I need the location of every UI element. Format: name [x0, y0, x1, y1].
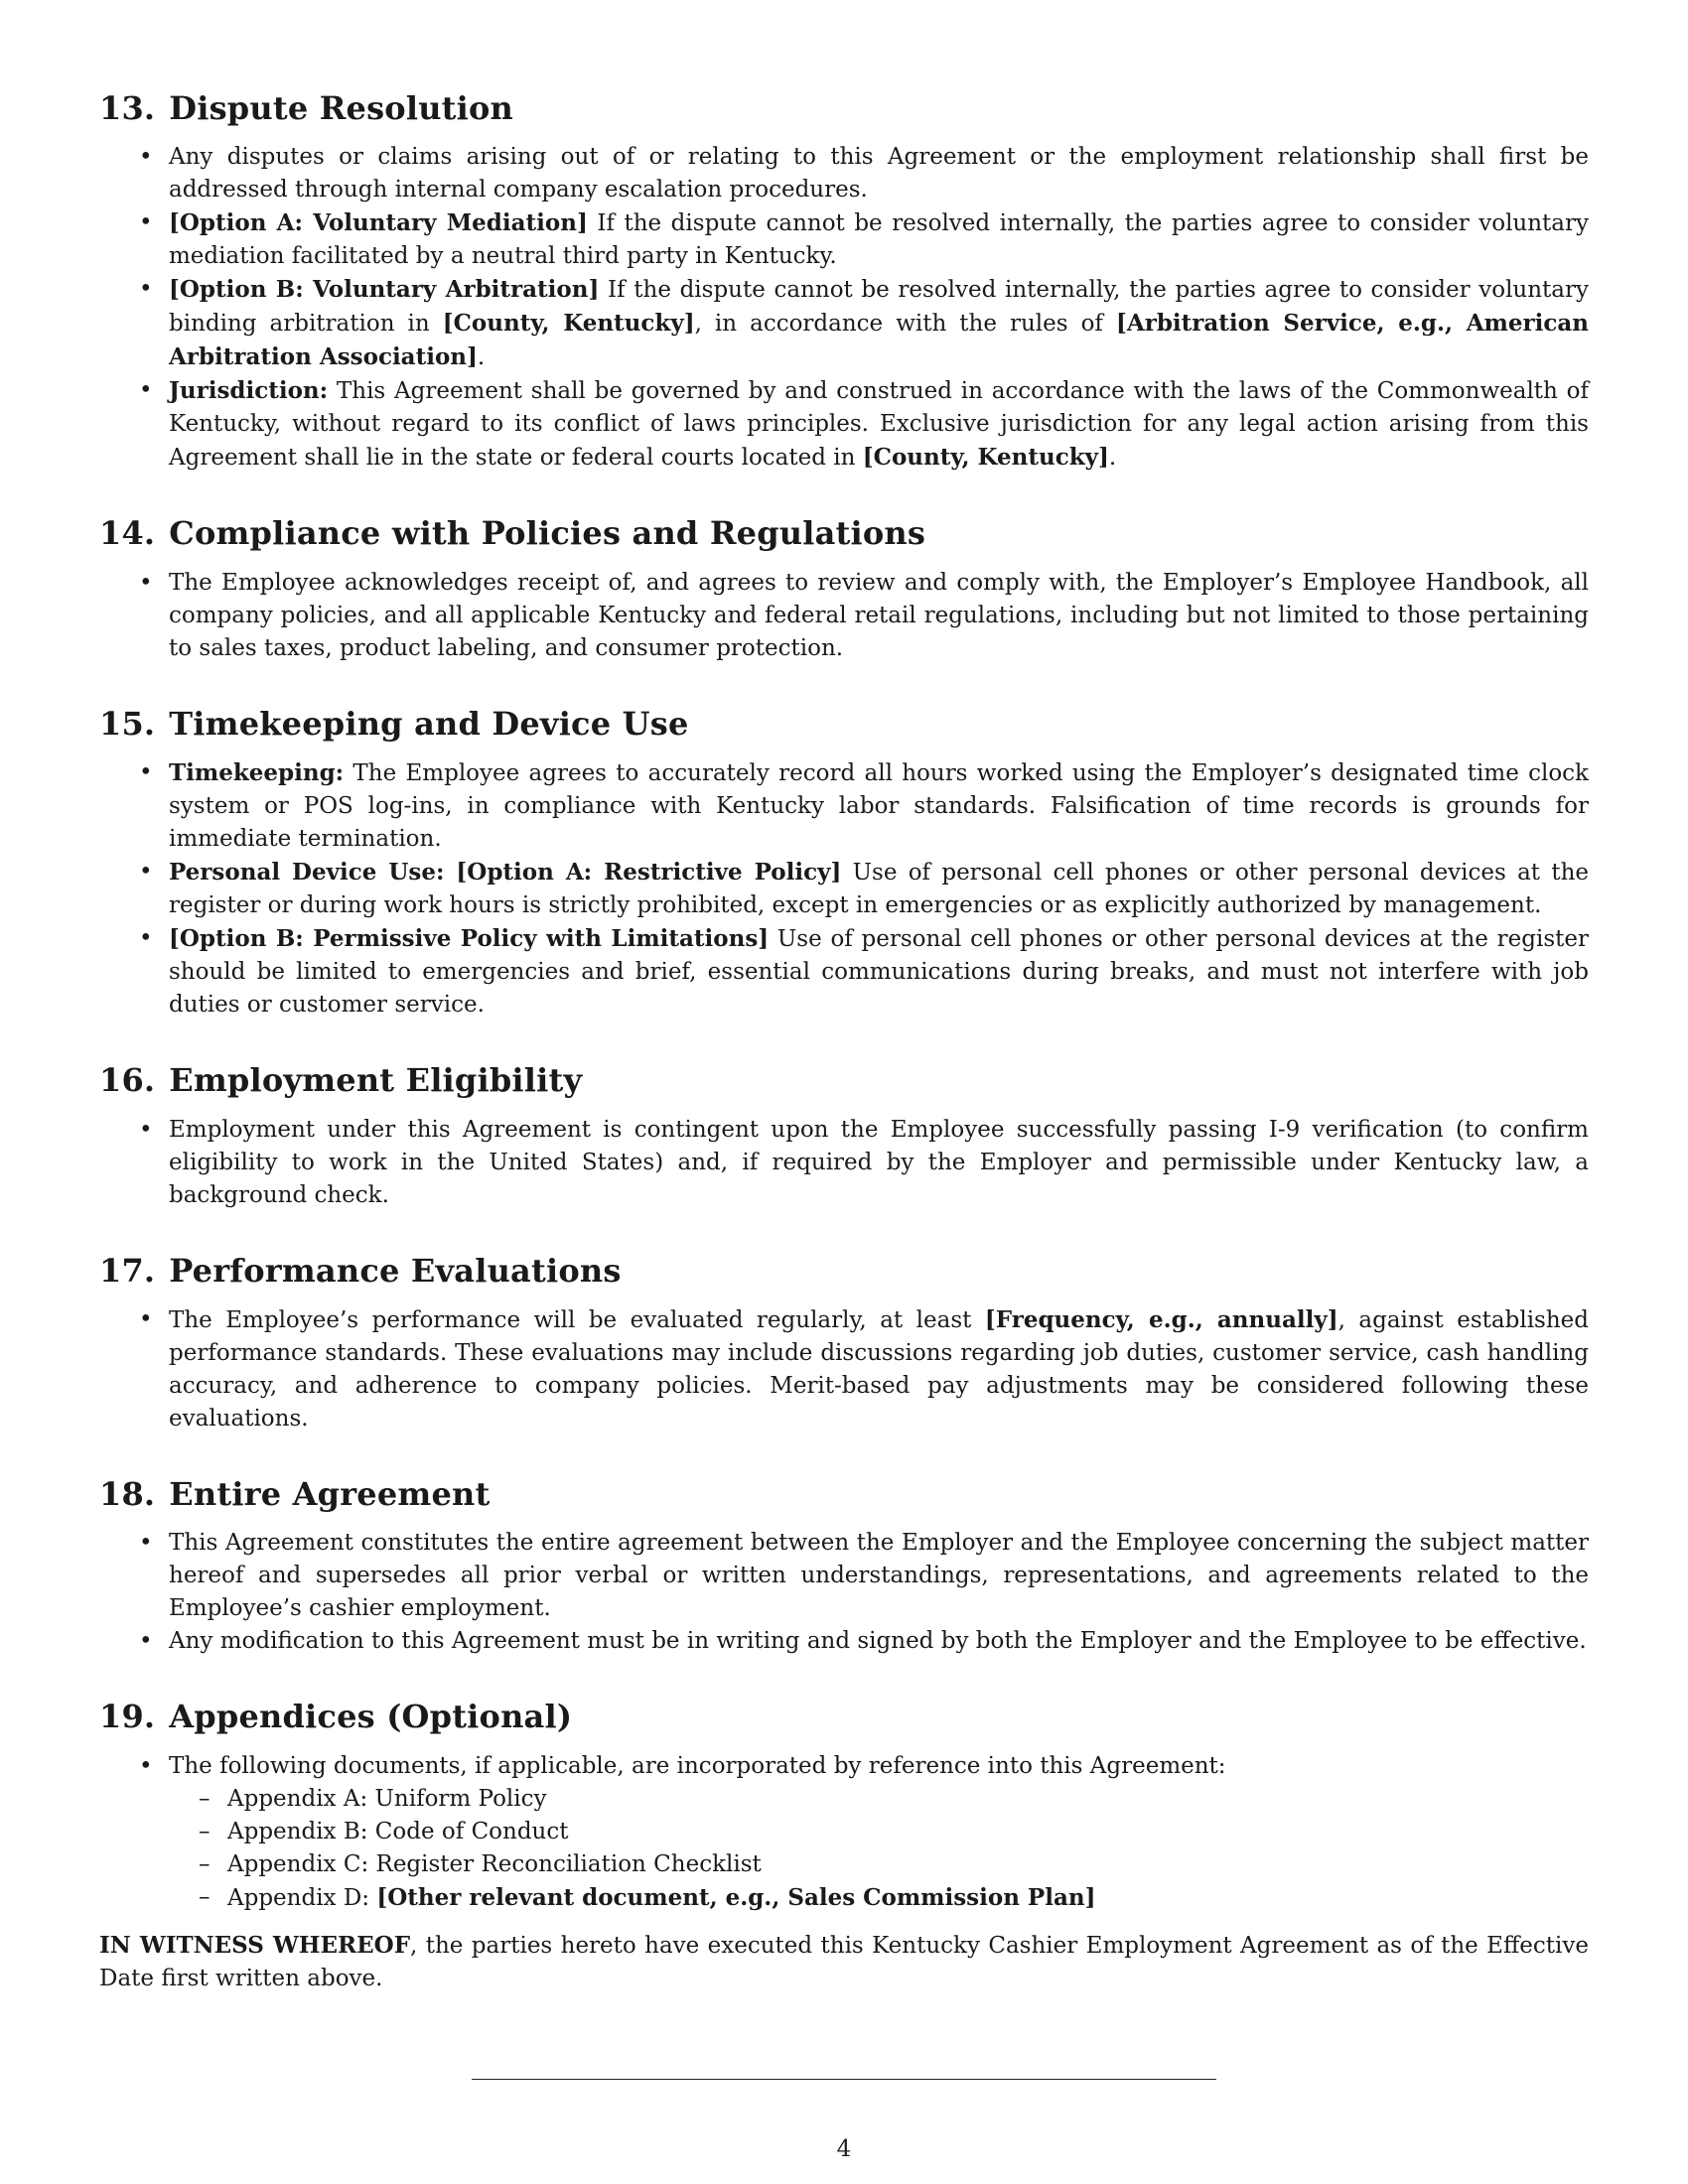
- appendix-item: – Appendix C: Register Reconciliation Checklist: [227, 1848, 1589, 1881]
- bullet-list: [99, 1527, 1589, 1658]
- section-title: Entire Agreement: [169, 1474, 491, 1513]
- list-item: • Personal Device Use: [Option A: Restrictive Policy] Use of personal cell phones or other personal devices at the register or during work hours is strictly prohibited, except in emergencies or as explicitly authorized by management.: [169, 856, 1589, 922]
- section-heading: [99, 1698, 1589, 1735]
- list-item: • Any disputes or claims arising out of or relating to this Agreement or the employment relationship shall first be addressed through internal company escalation procedures.: [169, 141, 1589, 206]
- list-item: • Timekeeping: The Employee agrees to accurately record all hours worked using the Employer’s designated time clock system or POS log-ins, in compliance with Kentucky labor standards. Falsification of time records is grounds for immediate termination.: [169, 756, 1589, 856]
- section-number: 19.: [99, 1698, 156, 1736]
- list-item: • Any modification to this Agreement must be in writing and signed by both the Employer and the Employee to be effective.: [169, 1625, 1589, 1658]
- list-item: • Employment under this Agreement is contingent upon the Employee successfully passing I-9 verification (to confirm eligibility to work in the United States) and, if required by the Employer and permissible under Kentucky law, a background check.: [169, 1114, 1589, 1212]
- section-heading: [99, 514, 1589, 552]
- list-item: • [Option A: Voluntary Mediation] If the dispute cannot be resolved internally, the parties agree to consider voluntary mediation facilitated by a neutral third party in Kentucky.: [169, 206, 1589, 273]
- bullet-list: [99, 1750, 1589, 1915]
- bullet-list: [99, 756, 1589, 1022]
- section-title: Compliance with Policies and Regulations: [169, 514, 926, 553]
- bullet-list: [99, 1114, 1589, 1212]
- appendix-item: – Appendix D: [Other relevant document, e.g., Sales Commission Plan]: [227, 1881, 1589, 1915]
- section-number: 14.: [99, 514, 156, 553]
- bullet-list: [99, 567, 1589, 665]
- section-17: [99, 1252, 1589, 1435]
- list-item: • The Employee acknowledges receipt of, and agrees to review and comply with, the Employer’s Employee Handbook, all company policies, and all applicable Kentucky and federal retail regulations, including but not limited to those pertaining to sales taxes, product labeling, and consumer protection.: [169, 567, 1589, 665]
- bullet-list: [99, 141, 1589, 475]
- list-item: • The following documents, if applicable, are incorporated by reference into this Agreement: – Appendix A: Uniform Policy – Appendix B: Code of Conduct – Appendix C: Register Reconciliation Checklist – Appendix D: [Other relevant document, e.g., Sales Commission Plan]: [169, 1750, 1589, 1915]
- section-title: Performance Evaluations: [169, 1251, 622, 1290]
- section-heading: [99, 89, 1589, 127]
- section-number: 16.: [99, 1061, 156, 1100]
- section-14: [99, 514, 1589, 664]
- section-13: [99, 89, 1589, 475]
- section-title: Dispute Resolution: [169, 89, 514, 127]
- witness-clause: IN WITNESS WHEREOF, the parties hereto have executed this Kentucky Cashier Employment Agreement as of the Effective Date first written above.: [99, 1931, 1589, 1991]
- section-number: 15.: [99, 704, 156, 743]
- appendix-item: – Appendix A: Uniform Policy: [227, 1783, 1589, 1816]
- list-item: • The Employee’s performance will be evaluated regularly, at least [Frequency, e.g., annually], against established performance standards. These evaluations may include discussions regarding job duties, customer service, cash handling accuracy, and adherence to company policies. Merit-based pay adjustments may be considered following these evaluations.: [169, 1303, 1589, 1435]
- page-number: 4: [836, 2136, 852, 2162]
- section-15: [99, 705, 1589, 1022]
- section-heading: [99, 705, 1589, 743]
- section-heading: [99, 1061, 1589, 1099]
- list-item: • [Option B: Permissive Policy with Limitations] Use of personal cell phones or other personal devices at the register should be limited to emergencies and brief, essential communications during breaks, and must not interfere with job duties or customer service.: [169, 922, 1589, 1022]
- list-item: • This Agreement constitutes the entire agreement between the Employer and the Employee concerning the subject matter hereof and supersedes all prior verbal or written understandings, representations, and agreements related to the Employee’s cashier employment.: [169, 1527, 1589, 1625]
- section-number: 13.: [99, 89, 156, 127]
- section-heading: [99, 1475, 1589, 1513]
- section-title: Appendices (Optional): [169, 1698, 573, 1736]
- section-16: [99, 1061, 1589, 1211]
- signature-line: [472, 2079, 1216, 2080]
- section-number: 18.: [99, 1474, 156, 1513]
- list-item: • Jurisdiction: This Agreement shall be governed by and construed in accordance with the laws of the Commonwealth of Kentucky, without regard to its conflict of laws principles. Exclusive jurisdiction for any legal action arising from this Agreement shall lie in the state or federal courts located in [County, Kentucky].: [169, 374, 1589, 475]
- section-number: 17.: [99, 1251, 156, 1290]
- appendix-item: – Appendix B: Code of Conduct: [227, 1816, 1589, 1848]
- section-19: [99, 1698, 1589, 1914]
- section-title: Employment Eligibility: [169, 1061, 583, 1100]
- bullet-list: [99, 1303, 1589, 1435]
- list-item: • [Option B: Voluntary Arbitration] If the dispute cannot be resolved internally, the parties agree to consider voluntary binding arbitration in [County, Kentucky], in accordance with the rules of [Arbitration Service, e.g., American Arbitration Association].: [169, 273, 1589, 374]
- section-18: [99, 1475, 1589, 1658]
- document-page: [99, 89, 1589, 1995]
- appendix-list: [169, 1783, 1589, 1915]
- section-title: Timekeeping and Device Use: [169, 704, 689, 743]
- section-heading: [99, 1252, 1589, 1290]
